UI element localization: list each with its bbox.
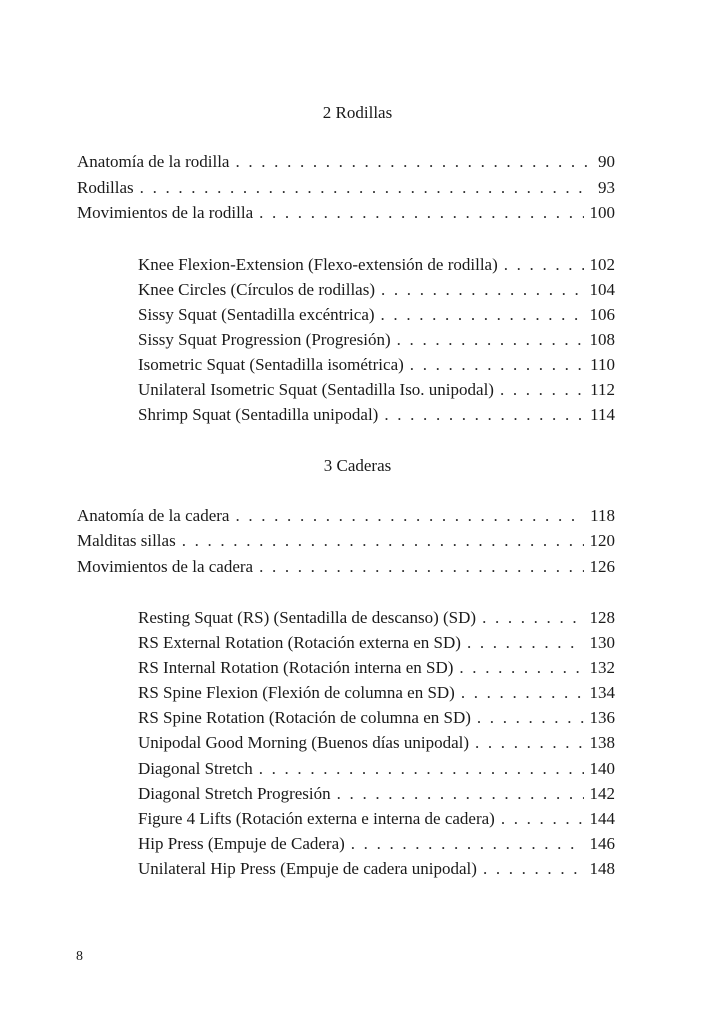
toc-entry-label: Movimientos de la cadera [77,557,254,576]
toc-entry-page: 134 [589,683,615,702]
toc-entry [77,503,615,528]
toc-entry-page: 128 [589,608,615,627]
dot-leader [477,705,584,730]
dot-leader [384,402,584,427]
dot-leader [235,149,592,174]
toc-subentry [138,756,615,781]
toc-subentry [138,680,615,705]
dot-leader [475,730,584,755]
toc-subentry [138,402,615,427]
dot-leader [259,756,584,781]
toc-entry-label: RS Spine Rotation (Rotación de columna en SD) [138,708,471,727]
toc-entry-page: 100 [589,203,615,222]
toc-subentry [138,302,615,327]
dot-leader [483,856,584,881]
toc-entry-page: 118 [590,506,615,525]
toc-entry-label: Knee Flexion-Extension (Flexo-extensión de rodilla) [138,255,498,274]
toc-entry-label: Unilateral Hip Press (Empuje de cadera unipodal) [138,859,477,878]
toc-entry-page: 144 [589,809,615,828]
toc-entry-page: 106 [589,305,615,324]
page-number: 8 [76,949,83,964]
toc-entry-label: Diagonal Stretch Progresión [138,784,331,803]
toc-entry-label: Unipodal Good Morning (Buenos días unipodal) [138,733,469,752]
toc-entry-page: 108 [589,330,615,349]
toc-entry-page: 90 [598,152,615,171]
dot-leader [140,175,592,200]
toc-entry-label: RS Spine Flexion (Flexión de columna en SD) [138,683,455,702]
toc-entry-page: 140 [589,759,615,778]
toc-entry-label: Anatomía de la cadera [77,506,230,525]
toc-entry-label: Knee Circles (Círculos de rodillas) [138,280,375,299]
toc-entry-page: 93 [598,178,615,197]
toc-entry-label: Shrimp Squat (Sentadilla unipodal) [138,405,379,424]
dot-leader [337,781,584,806]
section-title: 2 Rodillas [322,103,393,122]
toc-entry-page: 126 [589,557,615,576]
toc-entry-label: Hip Press (Empuje de Cadera) [138,834,345,853]
toc-entry-label: Resting Squat (RS) (Sentadilla de descanso) (SD) [138,608,477,627]
dot-leader [235,503,584,528]
dot-leader [504,252,584,277]
toc-subentry [138,352,615,377]
dot-leader [259,200,583,225]
dot-leader [381,302,584,327]
dot-leader [500,377,584,402]
dot-leader [397,327,584,352]
dot-leader [410,352,584,377]
dot-leader [459,655,583,680]
toc-entry-page: 136 [589,708,615,727]
toc-subentry [138,327,615,352]
toc-entry [77,175,615,200]
toc-entry-label: Malditas sillas [77,531,176,550]
toc-subentry [138,630,615,655]
toc-entry-label: Anatomía de la rodilla [77,152,230,171]
toc-entry [77,200,615,225]
dot-leader [467,630,584,655]
toc-entry-page: 112 [590,380,615,399]
toc-entry-label: Sissy Squat Progression (Progresión) [138,330,391,349]
toc-entry-label: Isometric Squat (Sentadilla isométrica) [138,355,404,374]
toc-entry-label: Diagonal Stretch [138,759,253,778]
toc-entry-page: 110 [590,355,615,374]
toc-subentry [138,605,615,630]
toc-subentry [138,856,615,881]
toc-subentry [138,377,615,402]
dot-leader [461,680,584,705]
toc-entry [77,528,615,553]
toc-subentry [138,655,615,680]
toc-entry [77,554,615,579]
toc-subentry [138,831,615,856]
toc-entry-page: 148 [589,859,615,878]
toc-entry-page: 130 [589,633,615,652]
toc-subentry [138,252,615,277]
toc-entry-label: Rodillas [77,178,134,197]
toc-entry-page: 114 [590,405,615,424]
toc-entry-page: 120 [589,531,615,550]
dot-leader [351,831,584,856]
toc-entry-page: 104 [589,280,615,299]
toc-entry-page: 138 [589,733,615,752]
dot-leader [259,554,583,579]
dot-leader [381,277,584,302]
toc-subentry [138,781,615,806]
toc-entry-page: 146 [589,834,615,853]
toc-entry-page: 132 [589,658,615,677]
toc-entry-label: Movimientos de la rodilla [77,203,254,222]
toc-entry [77,149,615,174]
toc-entry-label: RS Internal Rotation (Rotación interna en SD) [138,658,454,677]
toc-entry-page: 102 [589,255,615,274]
toc-entry-page: 142 [589,784,615,803]
toc-subentry [138,705,615,730]
section-title: 3 Caderas [323,456,392,475]
dot-leader [482,605,583,630]
toc-entry-label: RS External Rotation (Rotación externa en SD) [138,633,461,652]
toc-entry-label: Sissy Squat (Sentadilla excéntrica) [138,305,375,324]
toc-subentry [138,806,615,831]
toc-entry-label: Unilateral Isometric Squat (Sentadilla Iso. unipodal) [138,380,494,399]
dot-leader [501,806,584,831]
toc-subentry [138,730,615,755]
dot-leader [182,528,584,553]
toc-entry-label: Figure 4 Lifts (Rotación externa e interna de cadera) [138,809,495,828]
toc-subentry [138,277,615,302]
